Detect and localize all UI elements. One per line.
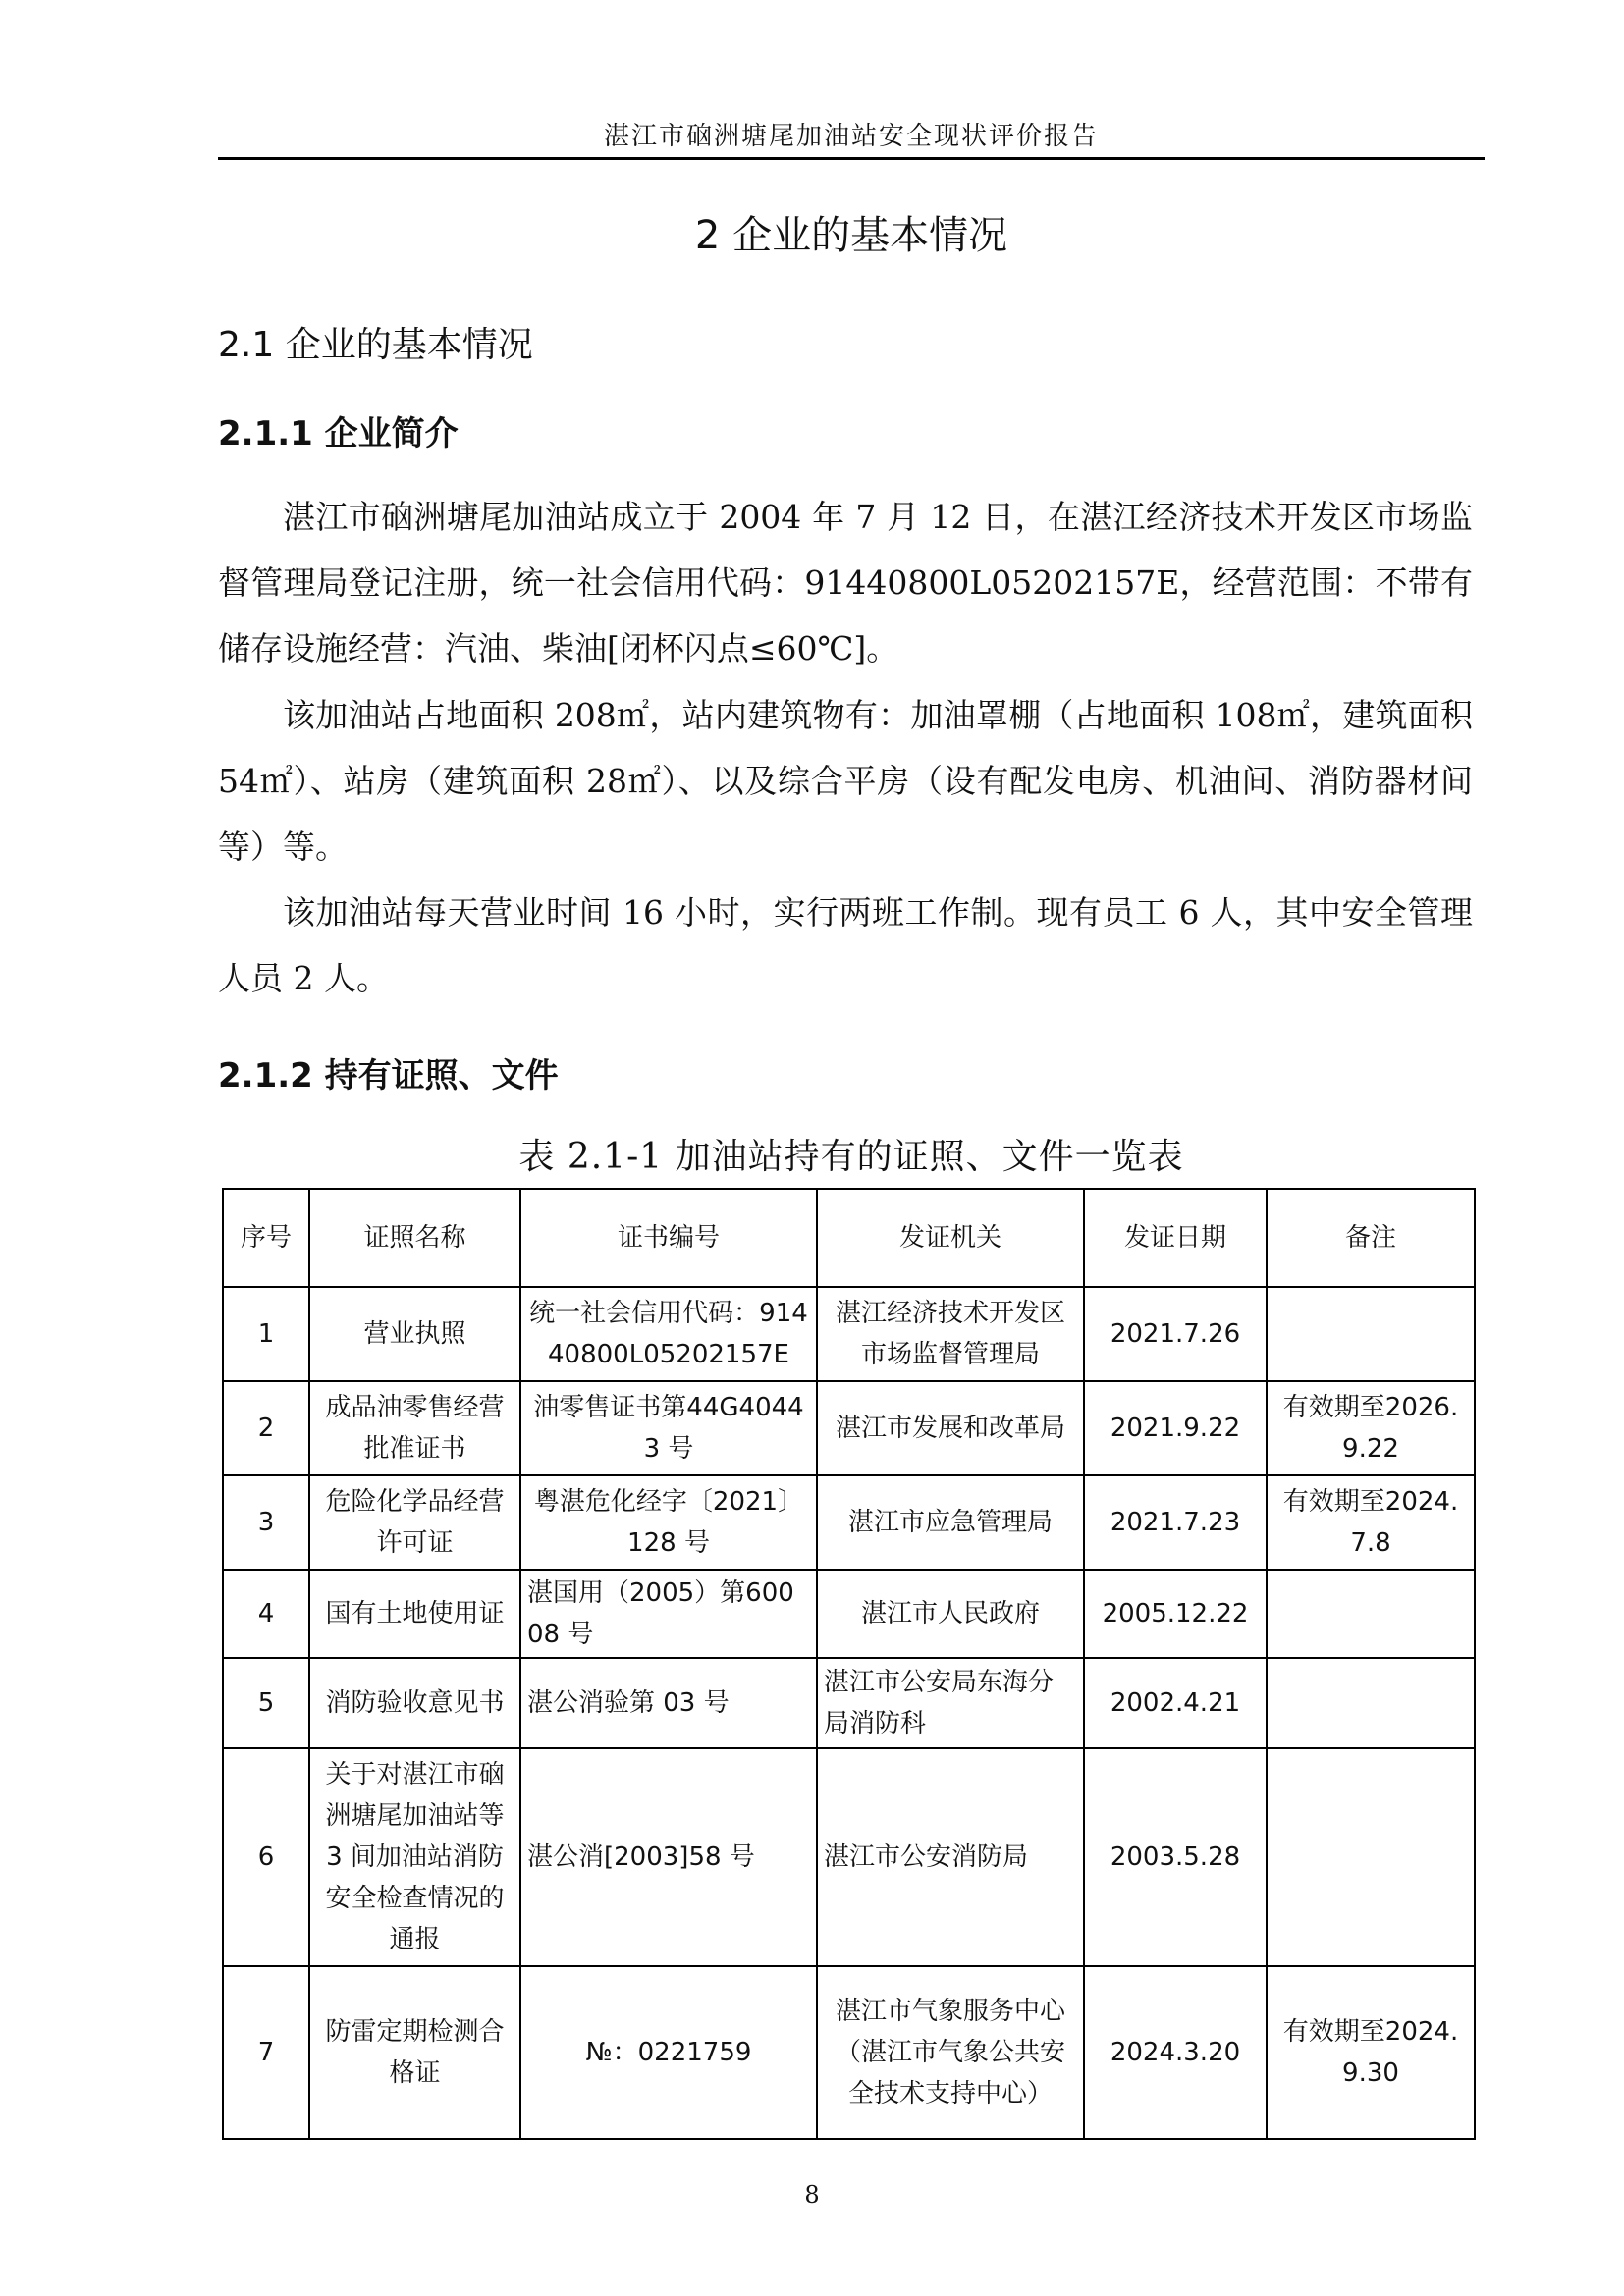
table-row: [223, 1658, 1475, 1748]
cell-name: 危险化学品经营许可证: [309, 1475, 520, 1570]
running-header: 湛江市硇洲塘尾加油站安全现状评价报告: [603, 122, 1099, 151]
cell-number: №：0221759: [520, 1966, 817, 2139]
section-title: 2.1 企业的基本情况: [218, 325, 533, 365]
cell-authority: 湛江市发展和改革局: [817, 1381, 1084, 1475]
table-row: [223, 1381, 1475, 1475]
cell-index: 3: [223, 1475, 309, 1570]
cell-name: 防雷定期检测合格证: [309, 1966, 520, 2139]
paragraph-company-registration: 湛江市硇洲塘尾加油站成立于 2004 年 7 月 12 日，在湛江经济技术开发区市场监督管理局登记注册，统一社会信用代码：91440800L05202157E，经营范围：不带有储存设施经营：汽油、柴油[闭杯闪点≤60℃]。: [218, 498, 1473, 667]
cell-number: 湛公消验第 03 号: [520, 1658, 817, 1748]
table-row: [223, 1966, 1475, 2139]
header-rule: [218, 157, 1485, 160]
header-cell-number: 证书编号: [520, 1189, 817, 1287]
paragraph-site-buildings: 该加油站占地面积 208㎡，站内建筑物有：加油罩棚（占地面积 108㎡，建筑面积 54㎡）、站房（建筑面积 28㎡）、以及综合平房（设有配发电房、机油间、消防器材间等）等。: [218, 696, 1473, 866]
subsection-title-profile: 2.1.1 企业简介: [218, 414, 459, 454]
subsection-title-certificates: 2.1.2 持有证照、文件: [218, 1056, 559, 1095]
cell-remarks: 有效期至2024.9.30: [1267, 1966, 1475, 2139]
cell-authority: 湛江市公安消防局: [817, 1748, 1084, 1966]
cell-authority: 湛江经济技术开发区市场监督管理局: [817, 1287, 1084, 1381]
cell-authority: 湛江市气象服务中心（湛江市气象公共安全技术支持中心）: [817, 1966, 1084, 2139]
header-cell-authority: 发证机关: [817, 1189, 1084, 1287]
header-cell-index: 序号: [223, 1189, 309, 1287]
cell-number: 湛国用（2005）第60008 号: [520, 1570, 817, 1658]
certificates-table: [222, 1188, 1476, 2140]
header-cell-remarks: 备注: [1267, 1189, 1475, 1287]
cell-remarks: [1267, 1658, 1475, 1748]
cell-date: 2024.3.20: [1084, 1966, 1267, 2139]
cell-date: 2021.9.22: [1084, 1381, 1267, 1475]
cell-index: 4: [223, 1570, 309, 1658]
cell-date: 2021.7.23: [1084, 1475, 1267, 1570]
cell-remarks: [1267, 1748, 1475, 1966]
cell-index: 6: [223, 1748, 309, 1966]
cell-index: 2: [223, 1381, 309, 1475]
paragraph-staffing: 该加油站每天营业时间 16 小时，实行两班工作制。现有员工 6 人，其中安全管理人员 2 人。: [218, 893, 1473, 997]
cell-authority: 湛江市应急管理局: [817, 1475, 1084, 1570]
cell-remarks: [1267, 1570, 1475, 1658]
cell-name: 消防验收意见书: [309, 1658, 520, 1748]
cell-authority: 湛江市公安局东海分局消防科: [817, 1658, 1084, 1748]
table-row: [223, 1475, 1475, 1570]
cell-remarks: 有效期至2024.7.8: [1267, 1475, 1475, 1570]
table-row: [223, 1748, 1475, 1966]
cell-remarks: [1267, 1287, 1475, 1381]
cell-index: 5: [223, 1658, 309, 1748]
cell-date: 2003.5.28: [1084, 1748, 1267, 1966]
table-row: [223, 1570, 1475, 1658]
cell-number: 油零售证书第44G40443 号: [520, 1381, 817, 1475]
cell-index: 7: [223, 1966, 309, 2139]
cell-name: 营业执照: [309, 1287, 520, 1381]
header-cell-date: 发证日期: [1084, 1189, 1267, 1287]
cell-number: 统一社会信用代码：91440800L05202157E: [520, 1287, 817, 1381]
cell-name: 成品油零售经营批准证书: [309, 1381, 520, 1475]
cell-date: 2005.12.22: [1084, 1570, 1267, 1658]
cell-number: 粤湛危化经字〔2021〕128 号: [520, 1475, 817, 1570]
cell-index: 1: [223, 1287, 309, 1381]
table-header-row: [223, 1189, 1475, 1287]
cell-name: 国有土地使用证: [309, 1570, 520, 1658]
cell-authority: 湛江市人民政府: [817, 1570, 1084, 1658]
chapter-title: 2 企业的基本情况: [694, 213, 1008, 258]
table-caption: 表 2.1-1 加油站持有的证照、文件一览表: [518, 1137, 1184, 1177]
cell-number: 湛公消[2003]58 号: [520, 1748, 817, 1966]
cell-name: 关于对湛江市硇洲塘尾加油站等 3 间加油站消防安全检查情况的通报: [309, 1748, 520, 1966]
cell-date: 2021.7.26: [1084, 1287, 1267, 1381]
header-cell-name: 证照名称: [309, 1189, 520, 1287]
cell-remarks: 有效期至2026.9.22: [1267, 1381, 1475, 1475]
cell-date: 2002.4.21: [1084, 1658, 1267, 1748]
table-row: [223, 1287, 1475, 1381]
page-number: 8: [804, 2181, 820, 2209]
